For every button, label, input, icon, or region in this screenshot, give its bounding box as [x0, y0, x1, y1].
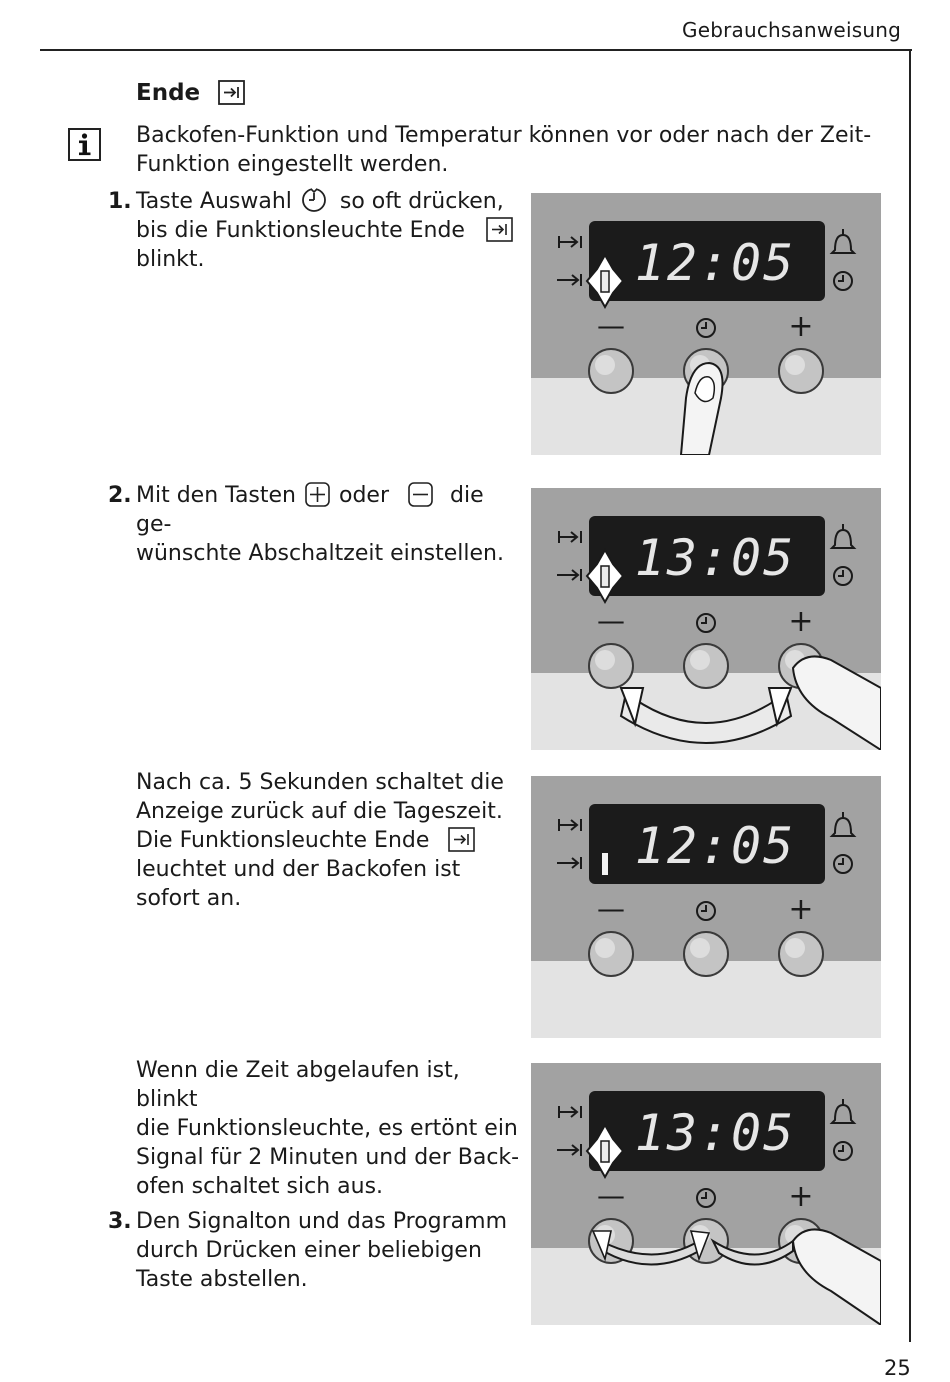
step-number: 3. — [108, 1209, 132, 1234]
step-line — [136, 216, 516, 245]
step-number: 1. — [108, 189, 132, 214]
step-line: leuchtet und der Backofen ist — [136, 857, 461, 882]
button-highlight — [690, 650, 710, 670]
button-highlight — [785, 355, 805, 375]
header-rule — [40, 49, 912, 51]
step-line: ofen schaltet sich aus. — [136, 1174, 384, 1199]
step-line-part: Taste Auswahl — [136, 189, 292, 214]
step-1-text — [136, 187, 516, 274]
page-header-title: Gebrauchsanweisung — [682, 18, 901, 42]
minus-key-icon — [408, 482, 433, 507]
step-line — [136, 481, 521, 539]
step-line: wünschte Abschaltzeit einstellen. — [136, 541, 504, 566]
display-time-readout: 13:05 — [634, 1104, 796, 1162]
step-4-text — [136, 1056, 521, 1201]
plus-key-icon — [305, 482, 330, 507]
plus-label: + — [788, 892, 814, 927]
step-line: Signal für 2 Minuten und der Back- — [136, 1145, 520, 1170]
section-title-text: Ende — [136, 80, 201, 106]
step-line: blinkt. — [136, 247, 205, 272]
button-highlight — [785, 938, 805, 958]
oven-panel-illustration-4 — [531, 1063, 881, 1325]
button-highlight — [595, 650, 615, 670]
oven-panel-illustration-2 — [531, 488, 881, 750]
oven-panel-illustration-3 — [531, 776, 881, 1038]
plus-label: + — [788, 604, 814, 639]
step-line-part: Die Funktionsleuchte Ende — [136, 828, 430, 853]
end-arrow-icon — [486, 217, 513, 242]
info-note-line: Funktion eingestellt werden. — [136, 152, 449, 177]
end-arrow-icon — [448, 827, 475, 852]
plus-label: + — [788, 309, 814, 344]
step-line: Den Signalton und das Programm — [136, 1209, 508, 1234]
display-time-readout: 12:05 — [634, 234, 796, 292]
display-time-readout: 13:05 — [634, 529, 796, 587]
page-number: 25 — [884, 1356, 911, 1380]
oven-panel-illustration-1 — [531, 193, 881, 455]
step-3-text — [136, 768, 521, 913]
step-line-part: bis die Funktionsleuchte Ende — [136, 218, 465, 243]
step-line-part: oder — [339, 483, 390, 508]
end-arrow-icon — [218, 80, 245, 105]
step-line — [136, 187, 516, 216]
display-time-readout: 12:05 — [634, 817, 796, 875]
button-highlight — [595, 938, 615, 958]
step-line: sofort an. — [136, 886, 242, 911]
step-line: durch Drücken einer beliebigen — [136, 1238, 482, 1263]
step-line: die Funktionsleuchte, es ertönt ein — [136, 1116, 518, 1141]
section-title — [136, 80, 245, 106]
minus-label: — — [597, 309, 625, 342]
minus-label: — — [597, 1179, 625, 1212]
info-note-line: Backofen-Funktion und Temperatur können vor oder nach der Zeit- — [136, 123, 872, 148]
info-icon — [68, 128, 101, 161]
indicator-light — [602, 853, 608, 875]
button-highlight — [690, 938, 710, 958]
step-line-part: die ge- — [136, 483, 484, 537]
minus-label: — — [597, 604, 625, 637]
step-number: 2. — [108, 483, 132, 508]
step-line: Wenn die Zeit abgelaufen ist, blinkt — [136, 1058, 460, 1112]
plus-label: + — [788, 1179, 814, 1214]
step-line: Taste abstellen. — [136, 1267, 308, 1292]
step-line — [136, 826, 521, 855]
right-margin-rule — [909, 49, 911, 1342]
info-note-text — [136, 121, 896, 179]
step-2-text — [136, 481, 521, 568]
step-line-part: Mit den Tasten — [136, 483, 296, 508]
minus-label: — — [597, 892, 625, 925]
step-line-part: so oft drücken, — [339, 189, 504, 214]
step-line: Anzeige zurück auf die Tageszeit. — [136, 799, 503, 824]
clock-select-icon — [301, 187, 327, 213]
button-highlight — [595, 355, 615, 375]
step-5-text — [136, 1207, 521, 1294]
step-line: Nach ca. 5 Sekunden schaltet die — [136, 770, 504, 795]
